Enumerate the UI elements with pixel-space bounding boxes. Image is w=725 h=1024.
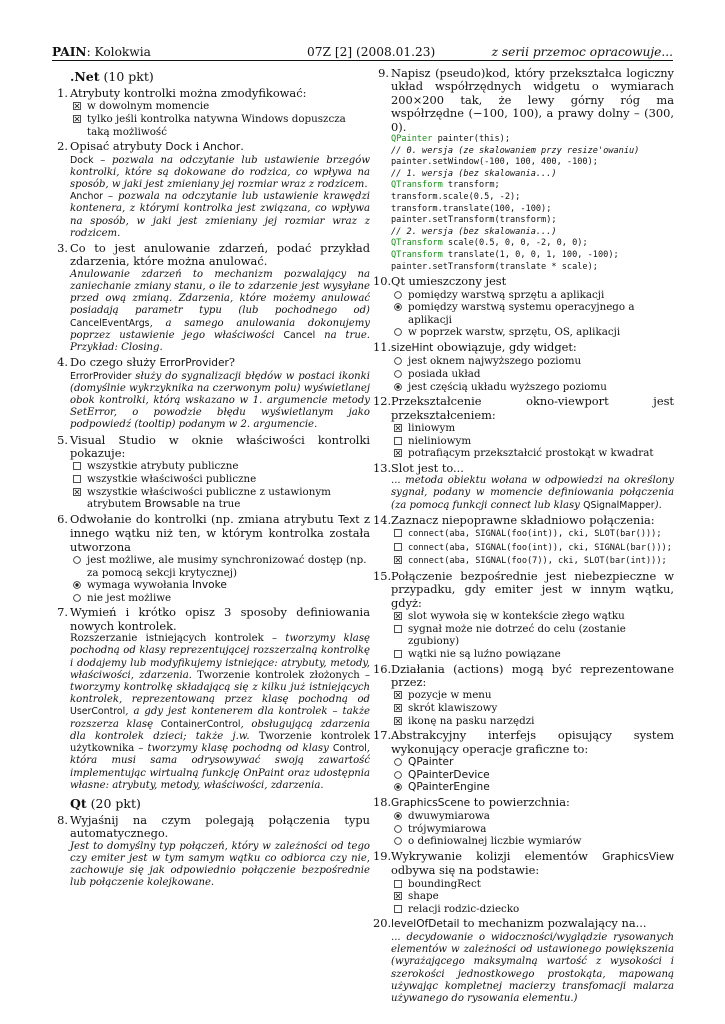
question-text: Zaznacz niepoprawne składniowo połączenia:: [391, 512, 655, 527]
option-text: QPainterDevice: [408, 768, 490, 781]
option-text: dwuwymiarowa: [408, 810, 490, 823]
code-line: [391, 180, 674, 192]
question-8: [52, 814, 370, 890]
answer-option[interactable]: [391, 648, 674, 661]
code-term: Dock: [165, 141, 193, 154]
option-text: boundingRect: [408, 877, 481, 890]
question-number: 15.: [373, 568, 392, 583]
checked-box-icon: [394, 717, 402, 725]
answer-option[interactable]: [70, 579, 370, 592]
question-text: Abstrakcyjny interfejs opisujący system wykonujący operacje graficzne to:: [391, 728, 674, 756]
question-text: [391, 850, 674, 878]
text-part: Tworzenie kontrolek złożonych: [197, 669, 360, 681]
answer-option[interactable]: [391, 301, 674, 326]
question-text: Atrybuty kontrolki można zmodyfikować:: [70, 86, 307, 100]
answer-option[interactable]: [391, 527, 674, 541]
answer-option[interactable]: [391, 689, 674, 702]
question-text: Slot jest to...: [391, 460, 464, 475]
code-term: ContainerControl: [160, 718, 241, 730]
option-text: w poprzek warstw, sprzętu, OS, aplikacji: [408, 326, 621, 339]
text-part: na true. Przykład: Closing.: [70, 329, 370, 354]
answer-option[interactable]: [391, 823, 674, 836]
text-part: na true: [199, 498, 241, 511]
question-number: 2.: [57, 139, 68, 154]
empty-radio-icon: [394, 357, 402, 365]
answer-option[interactable]: [391, 355, 674, 368]
option-text: shape: [408, 890, 439, 903]
checked-box-icon: [394, 892, 402, 900]
empty-box-icon: [394, 905, 402, 913]
text-part: odbywa się na podstawie:: [391, 863, 540, 878]
option-text: jest możliwe, ale musimy synchronizować dostęp (np. za pomocą sekcji krytycznej): [87, 554, 367, 579]
text-part: to powierzchnia:: [470, 794, 570, 809]
text-part: , a samego anulowania dokonujemy poprzez ustawienie jego właściwości: [70, 317, 370, 341]
code-term: ErrorProvider: [70, 370, 132, 382]
header-course-bold: PAIN: [52, 45, 87, 59]
section-qt-points: (20 pkt): [86, 795, 141, 811]
code-text: painter(this);: [432, 134, 511, 145]
question-text: Visual Studio w oknie właściwości kontrolki pokazuje:: [70, 432, 370, 461]
text-part: ?: [228, 355, 235, 370]
question-text: [70, 356, 370, 370]
empty-radio-icon: [394, 837, 402, 845]
empty-box-icon: [394, 880, 402, 888]
answer-text: [391, 475, 674, 512]
question-9: [373, 67, 674, 273]
option-text: wszystkie atrybuty publiczne: [87, 460, 239, 473]
option-text: tylko jeśli kontrolka natywna Windows dopuszcza taką możliwość: [87, 113, 346, 138]
answer-text: [70, 191, 370, 240]
question-number: 11.: [373, 339, 392, 354]
answer-option[interactable]: [391, 903, 674, 916]
question-text: Wymień i krótko opisz 3 sposoby definiowania nowych kontrolek.: [70, 605, 370, 633]
answer-option[interactable]: [70, 486, 370, 511]
checked-box-icon: [394, 556, 402, 564]
empty-radio-icon: [394, 758, 402, 766]
question-number: 5.: [57, 432, 68, 447]
question-number: 4.: [57, 355, 68, 370]
option-code: connect(aba, SIGNAL(foo(int)), cki, SIGNAL(bar()));: [408, 542, 672, 553]
empty-radio-icon: [73, 594, 81, 602]
code-term: Anchor: [202, 141, 241, 154]
checked-box-icon: [394, 691, 402, 699]
selected-radio-icon: [73, 581, 81, 589]
question-6: [52, 513, 370, 605]
code-term: Text: [338, 513, 360, 526]
checked-box-icon: [394, 449, 402, 457]
text-part: Opisać atrybuty: [70, 139, 166, 154]
question-14: [373, 514, 674, 568]
code-term: Control: [332, 743, 367, 755]
code-term: UserControl: [70, 706, 126, 718]
answer-option[interactable]: [391, 769, 674, 782]
text-part: Do czego służy: [70, 355, 160, 370]
checked-box-icon: [73, 102, 81, 110]
option-text: wszystkie właściwości publiczne: [87, 473, 257, 486]
text-part: Odwołanie do kontrolki (np. zmiana atrybutu: [70, 511, 339, 526]
question-15: [373, 570, 674, 661]
answer-text: [70, 269, 370, 354]
answer-option[interactable]: [391, 810, 674, 823]
text-part: – tworzymy klasę pochodną od klasy reprezentującej rozszerzalną kontrolkę i dodajemy lub modyfikujemy istniejące: atrybuty, metody, właściwości, zdarzenia.: [70, 633, 370, 681]
text-part: służy do sygnalizacji błędów w postaci ikonki (domyślnie wykrzyknika na czerwonym polu) wyświetlanej obok kontrolki, którą wskazano w 1. argumencie metody SetError, o powodzie błędu wyświetlanym jako podpowiedź (tooltip) podanym w 2. argumencie.: [70, 370, 370, 431]
selected-radio-icon: [394, 303, 402, 311]
empty-radio-icon: [394, 825, 402, 833]
answer-option[interactable]: [70, 100, 370, 113]
code-keyword: QPainter: [391, 134, 433, 145]
text-part: Anulowanie zdarzeń to mechanizm pozwalający na zaniechanie zmiany stanu, o ile to zdarzenie jest wysyłane przed ową zmianą. Zdarzenia, które możemy anulować posiadają parametr typu (lub pochodnego od): [70, 268, 370, 317]
answer-option[interactable]: [70, 473, 370, 486]
section-qt: [70, 796, 370, 811]
question-text: Przekształcenie okno-viewport jest przekształceniem:: [391, 394, 674, 422]
code-text: painter.setTransform(translate * scale);: [391, 261, 598, 272]
question-text: Qt umieszczony jest: [391, 274, 507, 289]
question-number: 10.: [373, 274, 392, 289]
code-term: CancelEventArgs: [70, 317, 150, 329]
code-keyword: QTransform: [391, 249, 443, 260]
question-number: 19.: [373, 848, 392, 863]
option-text: skrót klawiszowy: [408, 701, 498, 714]
answer-option[interactable]: [391, 422, 674, 435]
code-text: transform.scale(0.5, -2);: [391, 192, 521, 202]
answer-option[interactable]: [391, 878, 674, 891]
code-text: translate(1, 0, 0, 1, 100, -100);: [442, 249, 619, 260]
option-text: posiada układ: [408, 367, 481, 380]
question-4: [52, 356, 370, 431]
question-13: [373, 462, 674, 512]
checked-box-icon: [394, 424, 402, 432]
code-line: [391, 238, 674, 250]
selected-radio-icon: [394, 383, 402, 391]
answer-option[interactable]: [391, 435, 674, 448]
answer-option[interactable]: [70, 113, 370, 138]
code-text: painter.setWindow(-100, 100, 400, -100);: [391, 157, 598, 168]
code-term: Browsable: [144, 498, 200, 511]
code-term: levelOfDetail: [391, 918, 460, 931]
text-part: wymaga wywołania: [87, 579, 192, 592]
header-course: [52, 45, 151, 59]
question-number: 8.: [57, 812, 68, 827]
option-text: w dowolnym momencie: [87, 100, 210, 113]
text-part: ).: [654, 499, 662, 511]
selected-radio-icon: [394, 783, 402, 791]
option-text: nieliniowym: [408, 434, 472, 447]
question-16: [373, 663, 674, 728]
question-number: 17.: [373, 728, 392, 743]
option-text: relacji rodzic-dziecko: [408, 902, 520, 915]
question-text: [70, 513, 370, 554]
question-number: 18.: [373, 794, 392, 809]
empty-radio-icon: [394, 328, 402, 336]
text-part: wszystkie właściwości publiczne z ustawionym atrybutem: [87, 485, 331, 511]
empty-box-icon: [394, 543, 402, 551]
answer-option[interactable]: [391, 368, 674, 381]
header-date: 07Z [2] (2008.01.23): [307, 45, 436, 59]
section-net-points: (10 pkt): [99, 69, 154, 84]
answer-option[interactable]: [70, 554, 370, 579]
code-comment: // 0. wersja (ze skalowaniem przy resize'owaniu): [391, 145, 640, 156]
question-text: Działania (actions) mogą być reprezentowane przez:: [391, 661, 674, 689]
option-text: slot wywoła się w kontekście złego wątku: [408, 610, 625, 623]
empty-radio-icon: [394, 291, 402, 299]
answer-option[interactable]: [391, 715, 674, 728]
empty-box-icon: [73, 475, 81, 483]
text-part: – tworzymy kontrolkę składającą się z kilku już istniejących kontrolek, reprezentowaną przez klasę pochodną od: [70, 669, 371, 706]
text-part: Rozszerzanie istniejących kontrolek: [70, 633, 264, 645]
code-term: Cancel: [283, 329, 316, 341]
empty-box-icon: [394, 650, 402, 658]
checked-box-icon: [73, 488, 81, 496]
section-net: [70, 69, 370, 84]
question-20: [373, 917, 674, 1005]
answer-option[interactable]: [70, 592, 370, 605]
question-text: [391, 917, 674, 931]
question-2: [52, 140, 370, 240]
empty-box-icon: [394, 437, 402, 445]
option-text: pomiędzy warstwą sprzętu a aplikacji: [408, 288, 605, 301]
answer-option[interactable]: [391, 289, 674, 302]
answer-option[interactable]: [391, 381, 674, 394]
question-number: 16.: [373, 661, 392, 676]
text-part: z innego wątku niż ten, w którym kontrolka została utworzona: [70, 511, 371, 554]
text-part: Wykrywanie kolizji elementów: [391, 848, 603, 863]
answer-option[interactable]: [391, 447, 674, 460]
text-part: – pozwala na odczytanie lub ustawienie brzegów kontrolki, które są dokowane do rodzica, co wpływa na sposób, w jaki jest zmieniany jej rozmiar wraz z rodzicem.: [70, 154, 370, 190]
code-line: [391, 169, 674, 181]
question-18: [373, 796, 674, 848]
question-17: [373, 729, 674, 794]
text-part: , a gdy jest kontenerem dla kontrolek – także rozszerza klasę: [70, 706, 370, 730]
answer-text: [70, 371, 370, 432]
question-number: 12.: [373, 394, 392, 409]
code-line: [391, 192, 674, 204]
empty-radio-icon: [394, 771, 402, 779]
code-line: [391, 215, 674, 227]
option-text: potrafiącym przekształcić prostokąt w kwadrat: [408, 447, 654, 460]
text-part: – pozwala na odczytanie lub ustawienie krawędzi kontenera, z którymi kontrolka jest związana, co wpływa na sposób, w jaki jest zmieniany jej rozmiar wraz z rodzicem.: [70, 191, 370, 239]
answer-option[interactable]: [391, 835, 674, 848]
option-text: o definiowalnej liczbie wymiarów: [408, 835, 582, 848]
question-text: Połączenie bezpośrednie jest niebezpieczne w przypadku, gdy emiter jest w innym wątku, gdyż:: [391, 568, 674, 610]
code-line: [391, 262, 674, 274]
code-term: Dock: [70, 154, 94, 166]
checked-box-icon: [73, 115, 81, 123]
code-line: [391, 227, 674, 239]
empty-radio-icon: [394, 370, 402, 378]
question-text: Napisz (pseudo)kod, który przekształca logiczny układ współrzędnych widgetu o wymiarach 200×200 tak, że lewy górny róg ma współrzędne (−100, 100), a prawy dolny – (300, 0).: [391, 66, 674, 134]
option-text: ikonę na pasku narzędzi: [408, 714, 535, 727]
header-course-rest: : Kolokwia: [86, 45, 151, 59]
checked-box-icon: [394, 612, 402, 620]
code-block: [391, 134, 674, 273]
question-number: 20.: [373, 916, 392, 931]
text-part: – tworzymy klasę pochodną od klasy: [134, 743, 333, 755]
answer-text: [70, 155, 370, 192]
code-term: GraphicsScene: [391, 796, 471, 809]
question-text: [391, 796, 674, 810]
question-number: 9.: [378, 66, 389, 80]
empty-box-icon: [394, 529, 402, 537]
question-number: 3.: [57, 241, 68, 256]
code-term: QSignalMapper: [583, 499, 655, 511]
option-text: liniowym: [408, 421, 456, 434]
code-term: sizeHint: [391, 341, 434, 354]
checked-box-icon: [394, 704, 402, 712]
question-number: 6.: [57, 511, 68, 526]
answer-text: ... decydowanie o widoczności/wyglądzie rysowanych elementów w zależności od ustawionego powiększenia (wyrażającego maksymalną wartość z wysokości i szerokości jednostkowego prostokąta, mapowaną używając kompletnej macierzy transfomacji malarza używanego do rysowania elementu.): [391, 931, 674, 1004]
question-text: [391, 341, 674, 355]
text-part: .: [240, 139, 244, 154]
answer-text: [70, 633, 370, 792]
option-text: trójwymiarowa: [408, 822, 487, 835]
option-code: connect(aba, SIGNAL(foo(int)), cki, SLOT(bar()));: [408, 529, 662, 540]
code-comment: // 1. wersja (bez skalowania...): [391, 168, 557, 179]
answer-option[interactable]: [391, 781, 674, 794]
question-number: 13.: [373, 460, 392, 475]
question-11: [373, 341, 674, 393]
code-line: [391, 250, 674, 262]
code-line: [391, 157, 674, 169]
section-qt-title: Qt: [70, 795, 87, 811]
code-text: transform;: [442, 180, 500, 191]
question-number: 7.: [57, 605, 68, 620]
section-net-title: .Net: [70, 69, 100, 84]
option-text: sygnał może nie dotrzeć do celu (zostanie zgubiony): [408, 622, 626, 648]
text-part: to mechanizm pozwalający na...: [459, 916, 647, 931]
code-term: Anchor: [70, 191, 104, 203]
code-term: Invoke: [192, 579, 227, 592]
answer-text: Jest to domyślny typ połączeń, który w zależności od tego czy emiter jest w tym samym wątku co odbiorca czy nie, zachowuje się jak odpowiednio połączenie bezpośrednie lub połączenie kolejkowane.: [70, 840, 370, 889]
code-text: painter.setTransform(transform);: [391, 215, 557, 226]
question-number: 1.: [57, 86, 68, 100]
question-10: [373, 275, 674, 339]
code-line: [391, 134, 674, 146]
question-7: [52, 606, 370, 791]
code-text: transform.translate(100, -100);: [391, 203, 552, 214]
option-text: QPainterEngine: [408, 781, 490, 794]
answer-option[interactable]: [391, 541, 674, 555]
right-column: [373, 67, 674, 1007]
answer-option[interactable]: [391, 554, 674, 568]
text-part: i: [192, 139, 203, 154]
question-number: 14.: [373, 512, 392, 527]
answer-option[interactable]: [391, 610, 674, 623]
text-part: Tworzenie kontrolek użytkownika: [70, 730, 370, 755]
empty-box-icon: [73, 462, 81, 470]
option-code: connect(aba, SIGNAL(foo(7)), cki, SLOT(bar(int)));: [408, 556, 667, 567]
option-text: wątki nie są luźno powiązane: [408, 647, 561, 660]
question-1: [52, 87, 370, 138]
code-line: [391, 204, 674, 216]
option-text: pozycje w menu: [408, 689, 492, 702]
option-text: pomiędzy warstwą systemu operacyjnego a aplikacji: [408, 301, 635, 326]
answer-option[interactable]: [391, 756, 674, 769]
option-text: jest częścią układu wyższego poziomu: [408, 380, 607, 393]
question-5: [52, 434, 370, 511]
selected-radio-icon: [394, 812, 402, 820]
code-term: ErrorProvider: [159, 357, 229, 370]
code-keyword: QTransform: [391, 238, 443, 249]
code-line: [391, 146, 674, 158]
option-text: nie jest możliwe: [87, 591, 172, 604]
text-part: , która musi sama odrysowywać swoją zawartość implementując wirtualną funkcję OnPaint oraz udostępnia własne: atrybuty, metody, właściwości, zdarzenia.: [70, 743, 370, 791]
text-part: , obsługującą zdarzenia dla kontrolek dzieci; także j.w.: [70, 718, 370, 742]
code-term: GraphicsView: [602, 850, 674, 863]
header-series: z serii przemoc opracowuje...: [491, 45, 673, 59]
page-header: [52, 42, 673, 61]
text-part: ... metoda obiektu wołana w odpowiedzi na określony sygnał, podany w momencie definiowania połączenia (za pomocą funkcji connect lub klasy: [391, 475, 674, 511]
question-text: Wyjaśnij na czym polegają połączenia typu automatycznego.: [70, 812, 370, 841]
question-3: [52, 242, 370, 354]
question-text: [70, 140, 370, 154]
left-column: [52, 67, 370, 892]
question-12: [373, 395, 674, 460]
empty-box-icon: [394, 625, 402, 633]
text-part: obowiązuje, gdy widget:: [433, 339, 577, 354]
question-19: [373, 850, 674, 916]
answer-option[interactable]: [391, 623, 674, 648]
code-comment: // 2. wersja (bez skalowania...): [391, 226, 557, 237]
code-text: scale(0.5, 0, 0, -2, 0, 0);: [442, 238, 588, 249]
option-text: jest oknem najwyższego poziomu: [408, 355, 582, 368]
question-text: Co to jest anulowanie zdarzeń, podać przykład zdarzenia, które można anulować.: [70, 241, 370, 269]
code-keyword: QTransform: [391, 180, 443, 191]
answer-option[interactable]: [391, 702, 674, 715]
empty-radio-icon: [73, 556, 81, 564]
option-text: QPainter: [408, 755, 454, 768]
answer-option[interactable]: [391, 326, 674, 339]
answer-option[interactable]: [391, 890, 674, 903]
answer-option[interactable]: [70, 460, 370, 473]
